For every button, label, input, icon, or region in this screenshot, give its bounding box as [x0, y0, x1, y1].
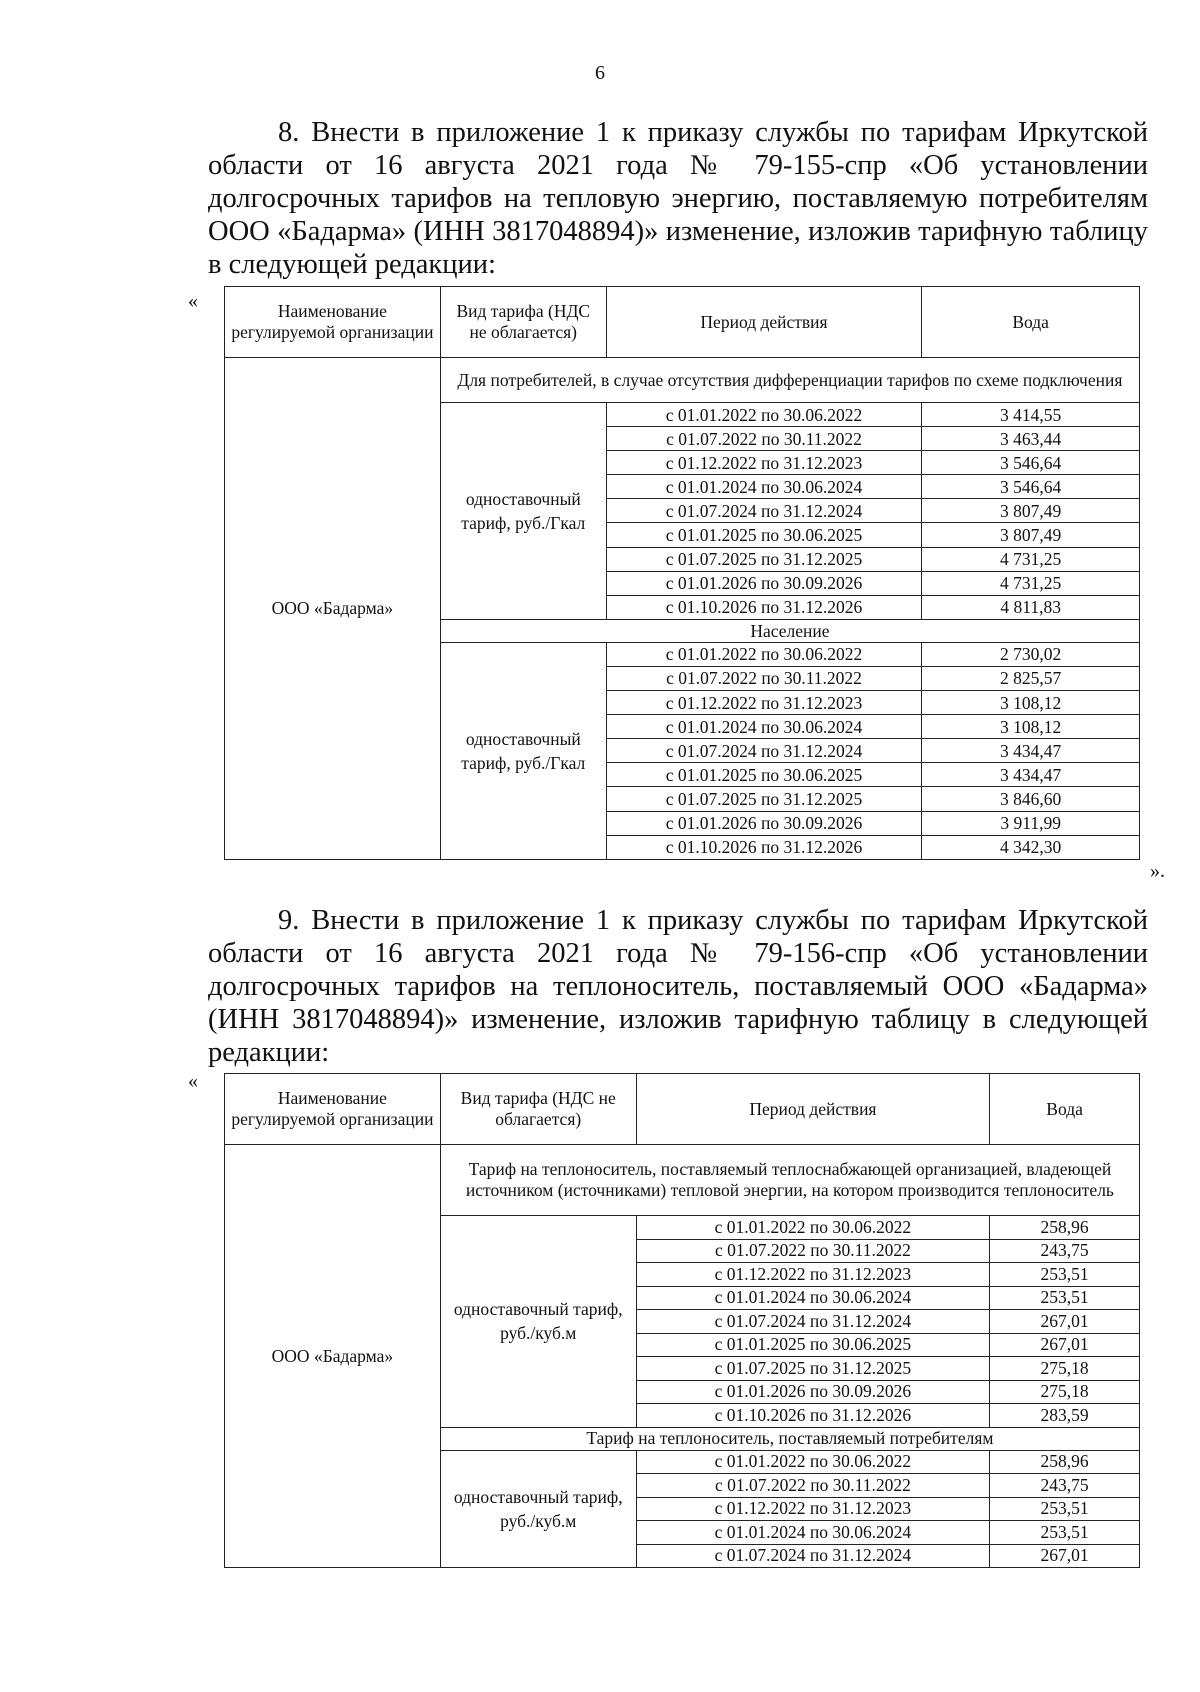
table1-close-quote: ». — [1150, 860, 1165, 882]
table2-open-quote: « — [188, 1070, 198, 1092]
paragraph-8: 8. Внести в приложение 1 к приказу службы по тарифам Иркутской области от 16 августа 2021 года № 79-155-спр «Об установлении долгосрочных тарифов на тепловую энергию, поставляемую потребителям ООО «Бадарма» (ИНН 3817048894)» изменение, изложив тарифную таблицу в следующей редакции: — [208, 117, 1148, 280]
value-cell: 4 811,83 — [922, 595, 1140, 619]
value-cell: 283,59 — [990, 1404, 1140, 1428]
section1-title: Тариф на теплоноситель, поставляемый теплоснабжающей организацией, владеющей источником (источниками) тепловой энергии, на котором производится теплоноситель — [440, 1145, 1139, 1216]
period-cell: с 01.07.2024 по 31.12.2024 — [636, 1544, 989, 1568]
period-cell: с 01.07.2025 по 31.12.2025 — [606, 787, 922, 811]
period-cell: с 01.07.2025 по 31.12.2025 — [606, 547, 922, 571]
value-cell: 258,96 — [990, 1450, 1140, 1474]
value-cell: 2 730,02 — [922, 642, 1140, 666]
header-org: Наименование регулируемой организации — [225, 1074, 441, 1145]
section2-tariff-type: одноставочный тариф, руб./куб.м — [440, 1450, 636, 1568]
page-number: 6 — [595, 62, 605, 84]
period-cell: с 01.12.2022 по 31.12.2023 — [606, 691, 922, 715]
period-cell: с 01.01.2025 по 30.06.2025 — [636, 1333, 989, 1357]
value-cell: 243,75 — [990, 1239, 1140, 1263]
period-cell: с 01.01.2024 по 30.06.2024 — [636, 1286, 989, 1310]
tariff-table-heat-energy — [224, 286, 1140, 860]
section2-tariff-type: одноставочный тариф, руб./Гкал — [440, 642, 606, 859]
period-cell: с 01.01.2026 по 30.09.2026 — [606, 811, 922, 835]
value-cell: 3 546,64 — [922, 451, 1140, 475]
value-cell: 4 342,30 — [922, 835, 1140, 859]
header-tariff-type: Вид тарифа (НДС не облагается) — [440, 1074, 636, 1145]
period-cell: с 01.07.2022 по 30.11.2022 — [636, 1239, 989, 1263]
period-cell: с 01.01.2025 по 30.06.2025 — [606, 763, 922, 787]
period-cell: с 01.01.2024 по 30.06.2024 — [606, 475, 922, 499]
value-cell: 3 434,47 — [922, 763, 1140, 787]
value-cell: 253,51 — [990, 1497, 1140, 1521]
value-cell: 243,75 — [990, 1474, 1140, 1498]
period-cell: с 01.01.2022 по 30.06.2022 — [606, 403, 922, 427]
section-title-row — [225, 1145, 1140, 1216]
period-cell: с 01.07.2022 по 30.11.2022 — [636, 1474, 989, 1498]
period-cell: с 01.07.2022 по 30.11.2022 — [606, 427, 922, 451]
header-period: Период действия — [636, 1074, 989, 1145]
header-tariff-type: Вид тарифа (НДС не облагается) — [440, 287, 606, 358]
value-cell: 275,18 — [990, 1380, 1140, 1404]
org-name: ООО «Бадарма» — [225, 358, 441, 860]
section1-tariff-type: одноставочный тариф, руб./куб.м — [440, 1216, 636, 1428]
period-cell: с 01.10.2026 по 31.12.2026 — [606, 835, 922, 859]
period-cell: с 01.07.2024 по 31.12.2024 — [606, 739, 922, 763]
period-cell: с 01.01.2025 по 30.06.2025 — [606, 523, 922, 547]
period-cell: с 01.07.2024 по 31.12.2024 — [636, 1310, 989, 1334]
value-cell: 258,96 — [990, 1216, 1140, 1240]
header-water: Вода — [922, 287, 1140, 358]
period-cell: с 01.07.2025 по 31.12.2025 — [636, 1357, 989, 1381]
period-cell: с 01.01.2022 по 30.06.2022 — [636, 1216, 989, 1240]
value-cell: 3 463,44 — [922, 427, 1140, 451]
value-cell: 267,01 — [990, 1544, 1140, 1568]
value-cell: 3 434,47 — [922, 739, 1140, 763]
value-cell: 3 108,12 — [922, 715, 1140, 739]
period-cell: с 01.12.2022 по 31.12.2023 — [606, 451, 922, 475]
value-cell: 4 731,25 — [922, 547, 1140, 571]
period-cell: с 01.10.2026 по 31.12.2026 — [606, 595, 922, 619]
period-cell: с 01.01.2022 по 30.06.2022 — [636, 1450, 989, 1474]
value-cell: 267,01 — [990, 1310, 1140, 1334]
value-cell: 253,51 — [990, 1286, 1140, 1310]
value-cell: 3 911,99 — [922, 811, 1140, 835]
header-org: Наименование регулируемой организации — [225, 287, 441, 358]
value-cell: 267,01 — [990, 1333, 1140, 1357]
section2-title: Тариф на теплоноситель, поставляемый потребителям — [440, 1427, 1139, 1450]
org-name: ООО «Бадарма» — [225, 1145, 441, 1568]
table-header-row — [225, 1074, 1140, 1145]
header-water: Вода — [990, 1074, 1140, 1145]
period-cell: с 01.07.2022 по 30.11.2022 — [606, 666, 922, 690]
period-cell: с 01.01.2022 по 30.06.2022 — [606, 642, 922, 666]
tariff-table-heat-carrier — [224, 1073, 1140, 1568]
value-cell: 3 108,12 — [922, 691, 1140, 715]
value-cell: 3 546,64 — [922, 475, 1140, 499]
section1-tariff-type: одноставочный тариф, руб./Гкал — [440, 403, 606, 620]
section1-title: Для потребителей, в случае отсутствия дифференциации тарифов по схеме подключения — [440, 358, 1139, 403]
value-cell: 2 825,57 — [922, 666, 1140, 690]
value-cell: 3 414,55 — [922, 403, 1140, 427]
paragraph-9: 9. Внести в приложение 1 к приказу службы по тарифам Иркутской области от 16 августа 2021 года № 79-156-спр «Об установлении долгосрочных тарифов на теплоноситель, поставляемый ООО «Бадарма» (ИНН 3817048894)» изменение, изложив тарифную таблицу в следующей редакции: — [208, 905, 1148, 1068]
period-cell: с 01.12.2022 по 31.12.2023 — [636, 1263, 989, 1287]
value-cell: 253,51 — [990, 1521, 1140, 1545]
value-cell: 4 731,25 — [922, 571, 1140, 595]
value-cell: 3 807,49 — [922, 523, 1140, 547]
table-header-row — [225, 287, 1140, 358]
period-cell: с 01.01.2024 по 30.06.2024 — [636, 1521, 989, 1545]
header-period: Период действия — [606, 287, 922, 358]
period-cell: с 01.01.2026 по 30.09.2026 — [636, 1380, 989, 1404]
period-cell: с 01.12.2022 по 31.12.2023 — [636, 1497, 989, 1521]
value-cell: 3 807,49 — [922, 499, 1140, 523]
table1-open-quote: « — [188, 290, 198, 312]
period-cell: с 01.01.2026 по 30.09.2026 — [606, 571, 922, 595]
section-title-row — [225, 358, 1140, 403]
value-cell: 275,18 — [990, 1357, 1140, 1381]
period-cell: с 01.07.2024 по 31.12.2024 — [606, 499, 922, 523]
value-cell: 253,51 — [990, 1263, 1140, 1287]
value-cell: 3 846,60 — [922, 787, 1140, 811]
period-cell: с 01.10.2026 по 31.12.2026 — [636, 1404, 989, 1428]
section2-title: Население — [440, 619, 1139, 642]
period-cell: с 01.01.2024 по 30.06.2024 — [606, 715, 922, 739]
